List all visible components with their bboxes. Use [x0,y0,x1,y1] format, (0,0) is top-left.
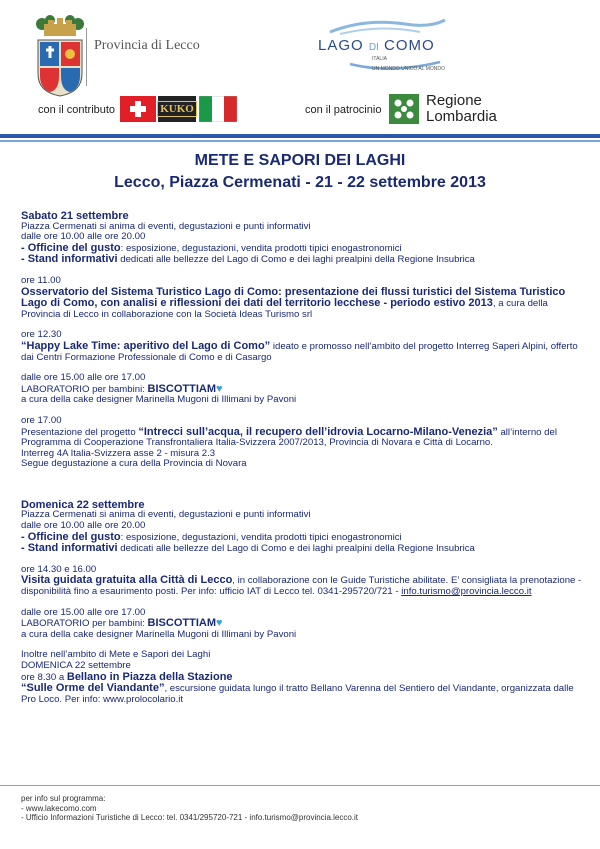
sun-e2-text: a cura della cake designer Marinella Mugoni di Illimani by Pavoni [21,628,297,640]
heart-icon: ♥ [216,617,223,630]
sat-e4-degustazione: Segue degustazione a cura della Provincia di Novara [21,458,247,470]
regione-lombardia-text [426,93,497,125]
sun-e3-l2: DOMENICA 22 settembre [21,660,131,671]
regione-line1: Regione [426,92,482,109]
page-title: METE E SAPORI DEI LAGHI [194,152,406,169]
sun-officine-text: : esposizione, degustazioni, vendita prodotti tipici enogastronomici [120,531,402,543]
sat-e1-text: , a cura della Provincia di Lecco in collaborazione con la Società Ideas Turismo srl [21,298,548,320]
swiss-flag-icon [120,96,156,122]
sat-stand [21,254,586,266]
day-heading-sunday: Domenica 22 settembre [21,498,145,511]
sat-officine-text: : esposizione, degustazioni, vendita prodotti tipici enogastronomici [120,242,402,254]
sun-e2-lab: LABORATORIO per bambini: [21,618,148,630]
sat-e4-interreg: Interreg 4A Italia-Svizzera asse 2 - misura 2.3 [21,447,216,459]
sun-e3-l4-text: , escursione guidata lungo il tratto Bellano Varenna del Sentiero del Viandante, organizzata dalle Pro Loco. Per info: www.prolocolario.it [21,683,574,705]
sun-e2-title: BISCOTTIAM [147,617,216,630]
sun-stand-title: - Stand informativi [21,542,118,555]
logo-motto: UN MONDO UNICO AL MONDO [372,66,445,72]
provincia-divider [86,28,87,86]
footer [21,794,358,823]
sat-e3-lab: LABORATORIO per bambini: [21,383,148,395]
sun-e3-l3-pre: ore 8.30 a [21,671,67,683]
italian-flag-icon [199,96,237,122]
patrocinio-label: con il patrocinio [305,104,382,116]
sun-e3-l3-title: Bellano in Piazza della Stazione [66,670,233,683]
day-heading-saturday: Sabato 21 settembre [21,210,129,222]
logo-como: COMO [378,37,435,54]
sun-e3-l4-title: “Sulle Orme del Viandante” [21,682,165,695]
logo-lago: LAGO [318,37,369,54]
logo-italia: ITALIA [372,56,387,62]
sun-intro: Piazza Cermenati si anima di eventi, degustazioni e punti informativi [21,509,311,521]
sun-e3-l1: Inoltre nell’ambito di Mete e Sapori dei Laghi [21,649,211,661]
sat-e3-time: dalle ore 15.00 alle ore 17.00 [21,372,146,384]
sun-stand [21,543,586,555]
logo-di: DI [368,42,379,53]
sat-officine-title: - Officine del gusto [21,241,121,254]
footer-website[interactable]: - www.lakecomo.com [21,803,97,813]
sun-e1-text: , in collaborazione con le Guide Turistiche abilitate. E’ consigliata la prenotazione - disponibilità fino a esaurimento posti. Per info: ufficio IAT di Lecco tel. 0341-295720/721 - [21,575,582,598]
provincia-coat-of-arms-logo [32,14,88,98]
sun-hours: dalle ore 10.00 alle ore 20.00 [21,520,146,532]
sun-e3-l4 [21,683,586,705]
sun-e2-time: dalle ore 15.00 alle ore 17.00 [21,606,146,618]
footer-contact[interactable]: - Ufficio Informazioni Turistiche di Lecco: tel. 0341/295720-721 - info.turismo@provincia.lecco.it [21,813,359,822]
regione-line2: Lombardia [426,108,497,125]
page-subtitle: Lecco, Piazza Cermenati - 21 - 22 settembre 2013 [114,174,486,191]
sat-stand-title: - Stand informativi [21,253,118,266]
sat-hours: dalle ore 10.00 alle ore 20.00 [21,231,146,243]
header-rule [0,134,600,138]
sun-stand-text: dedicati alle bellezze del Lago di Como e dei laghi prealpini della Regione Insubrica [117,543,475,555]
sat-intro: Piazza Cermenati si anima di eventi, degustazioni e punti informativi [21,220,311,232]
header-rule-thin [0,140,600,142]
sat-e3-title: BISCOTTIAM [147,382,216,395]
sat-e2-time: ore 12.30 [21,329,62,341]
footer-info-label: per info sul programma: [21,794,106,803]
email-link[interactable]: info.turismo@provincia.lecco.it [401,586,532,598]
sat-e4-pre: Presentazione del progetto [21,426,139,438]
sat-e4 [21,427,586,449]
sat-stand-text: dedicati alle bellezze del Lago di Como e dei laghi prealpini della Regione Insubrica [117,254,475,266]
heart-icon: ♥ [216,382,223,395]
sun-e1 [21,575,586,597]
provincia-name: Provincia di Lecco [94,38,200,53]
program-content [21,211,586,705]
sat-e2 [21,341,586,363]
sat-e1-time: ore 11.00 [21,274,61,286]
sat-e2-text: ideato e promosso nell’ambito del progetto Interreg Saperi Alpini, offerto dai Centri Formazione Professionale di Como e di Casargo [21,340,578,363]
sun-e1-time: ore 14.30 e 16.00 [21,563,97,575]
lago-di-como-logo-text [318,37,435,54]
kuko-logo [158,96,196,122]
sat-e4-title: “Intrecci sull’acqua, il recupero dell’idrovia Locarno-Milano-Venezia” [138,425,498,438]
sat-e1 [21,287,586,321]
kuko-text: KUKO [157,101,197,117]
sat-e3-text: a cura della cake designer Marinella Mugoni di Illimani by Pavoni [21,394,297,406]
sat-e4-text: all’interno del Programma di Cooperazione Transfrontaliera Italia-Svizzera 2007/2013, Provincia di Novara e Città di Locarno. [21,426,557,449]
sun-e1-title: Visita guidata gratuita alla Città di Lecco [21,574,233,587]
sat-e4-time: ore 17.00 [21,414,62,426]
sat-e1-title: Osservatorio del Sistema Turistico Lago di Como: presentazione dei flussi turistici del Sistema Turistico Lago di Como, con analisi e riflessioni dei dati del territorio lecchese - periodo estivo 2013 [21,285,566,310]
footer-rule [0,785,600,786]
contributo-label: con il contributo [38,104,116,116]
sun-officine-title: - Officine del gusto [21,530,121,543]
regione-lombardia-icon [389,94,419,124]
sat-e2-title: “Happy Lake Time: aperitivo del Lago di Como” [21,339,271,352]
